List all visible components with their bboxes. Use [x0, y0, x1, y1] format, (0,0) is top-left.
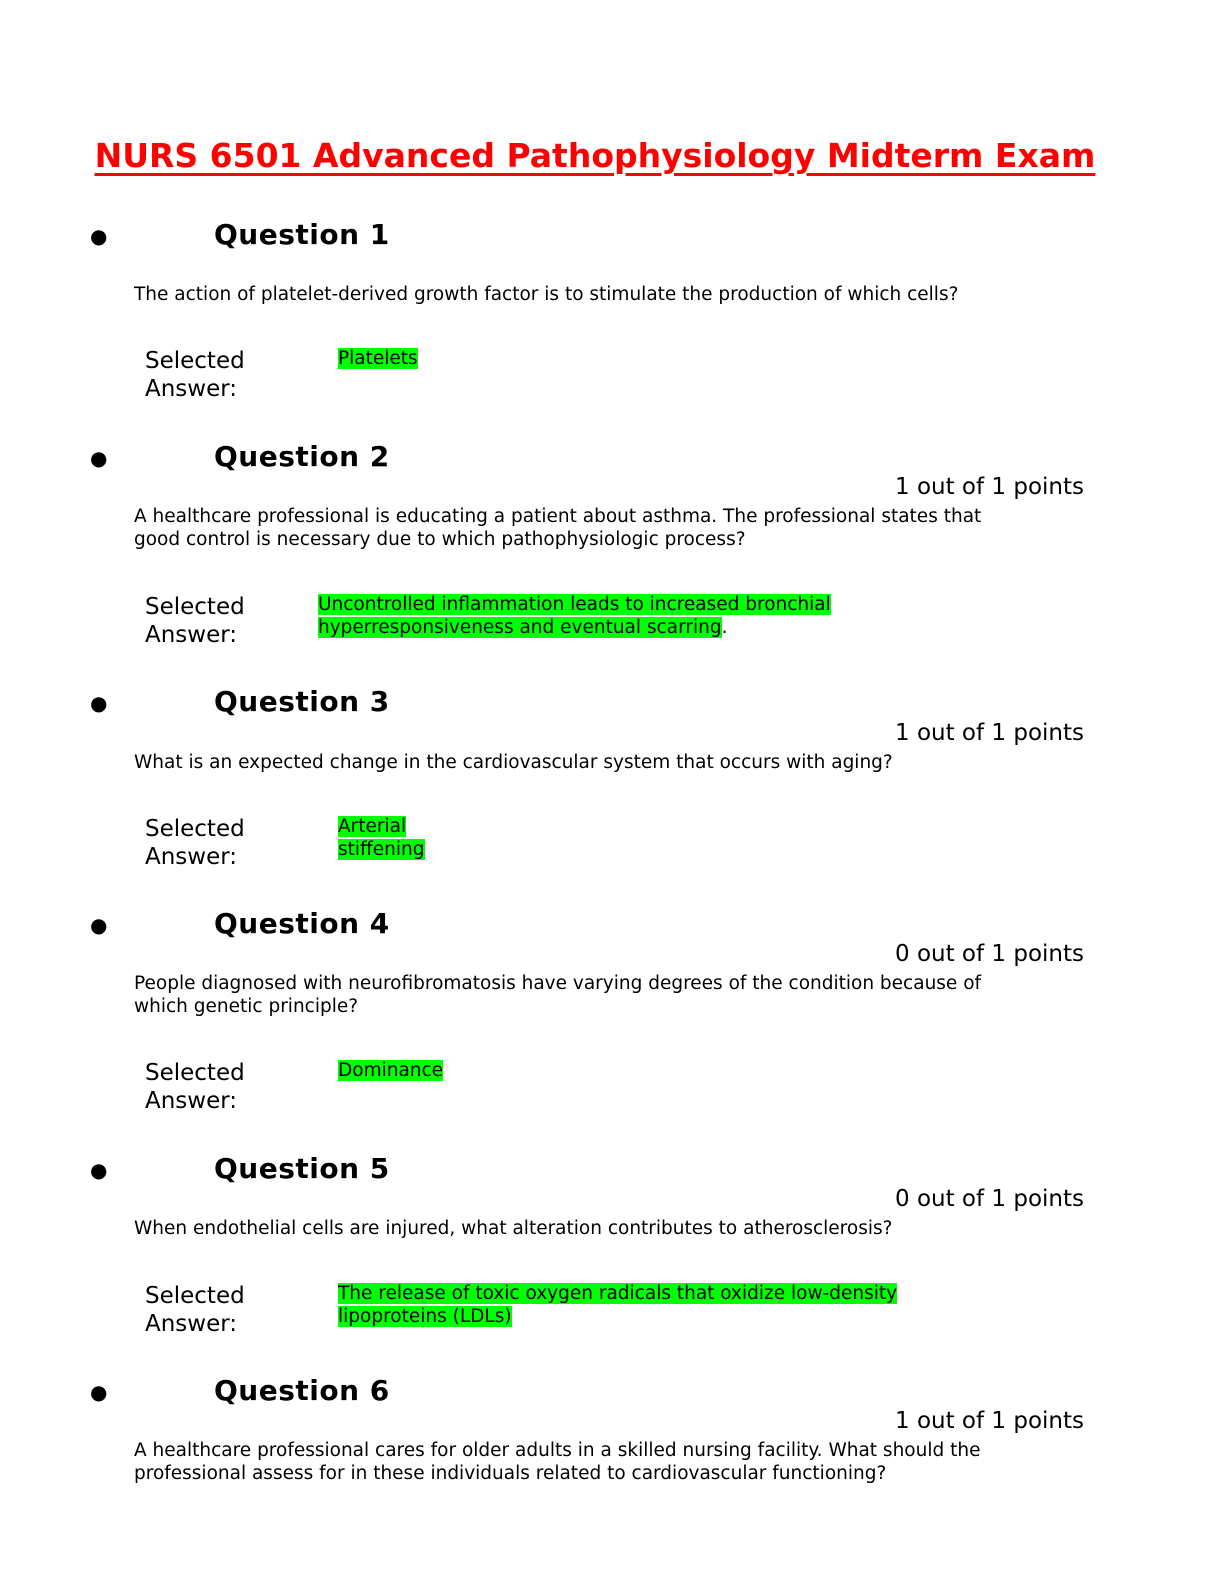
- selected-answer-label: Selected Answer:: [145, 816, 245, 870]
- selected-answer: [338, 1059, 444, 1082]
- points-score: 0 out of 1 points: [895, 1186, 1084, 1212]
- bullet-icon: ●: [90, 913, 108, 937]
- points-score: 1 out of 1 points: [895, 474, 1084, 500]
- bullet-icon: ●: [90, 1158, 108, 1182]
- bullet-icon: ●: [90, 224, 108, 248]
- question-text: The action of platelet-derived growth factor is to stimulate the production of which cells?: [134, 284, 959, 305]
- selected-answer-label: Selected Answer:: [145, 348, 245, 402]
- question-heading: Question 1: [214, 218, 390, 251]
- selected-answer: [338, 347, 418, 370]
- question-text: When endothelial cells are injured, what alteration contributes to atherosclerosis?: [134, 1218, 893, 1239]
- bullet-icon: ●: [90, 446, 108, 470]
- question-text: What is an expected change in the cardiovascular system that occurs with aging?: [134, 752, 893, 773]
- selected-answer: [338, 1282, 948, 1328]
- answer-highlight: Arterial stiffening: [338, 816, 425, 860]
- bullet-icon: ●: [90, 691, 108, 715]
- answer-highlight: Uncontrolled inflammation leads to increased bronchial hyperresponsiveness and eventual scarring: [318, 594, 831, 638]
- question-text: A healthcare professional cares for older adults in a skilled nursing facility. What should the professional assess for in these individuals related to cardiovascular functioning?: [134, 1440, 981, 1484]
- bullet-icon: ●: [90, 1380, 108, 1404]
- question-heading: Question 4: [214, 907, 390, 940]
- answer-highlight: The release of toxic oxygen radicals that oxidize low-density lipoproteins (LDLs): [338, 1283, 898, 1327]
- selected-answer: [338, 815, 430, 861]
- page-title: NURS 6501 Advanced Pathophysiology Midterm Exam: [94, 136, 1096, 175]
- question-heading: Question 6: [214, 1374, 390, 1407]
- selected-answer-label: Selected Answer:: [145, 594, 245, 648]
- question-text: People diagnosed with neurofibromatosis have varying degrees of the condition because of which genetic principle?: [134, 973, 982, 1017]
- answer-highlight: Dominance: [338, 1060, 444, 1081]
- points-score: 1 out of 1 points: [895, 720, 1084, 746]
- question-heading: Question 3: [214, 685, 390, 718]
- answer-highlight: Platelets: [338, 348, 418, 369]
- question-heading: Question 5: [214, 1152, 390, 1185]
- points-score: 0 out of 1 points: [895, 941, 1084, 967]
- question-text: A healthcare professional is educating a patient about asthma. The professional states that good control is necessary due to which pathophysiologic process?: [134, 506, 982, 550]
- selected-answer-label: Selected Answer:: [145, 1060, 245, 1114]
- selected-answer-label: Selected Answer:: [145, 1283, 245, 1337]
- points-score: 1 out of 1 points: [895, 1408, 1084, 1434]
- question-heading: Question 2: [214, 440, 390, 473]
- selected-answer: Uncontrolled inflammation leads to increased bronchial hyperresponsiveness and eventual scarring.: [318, 594, 831, 638]
